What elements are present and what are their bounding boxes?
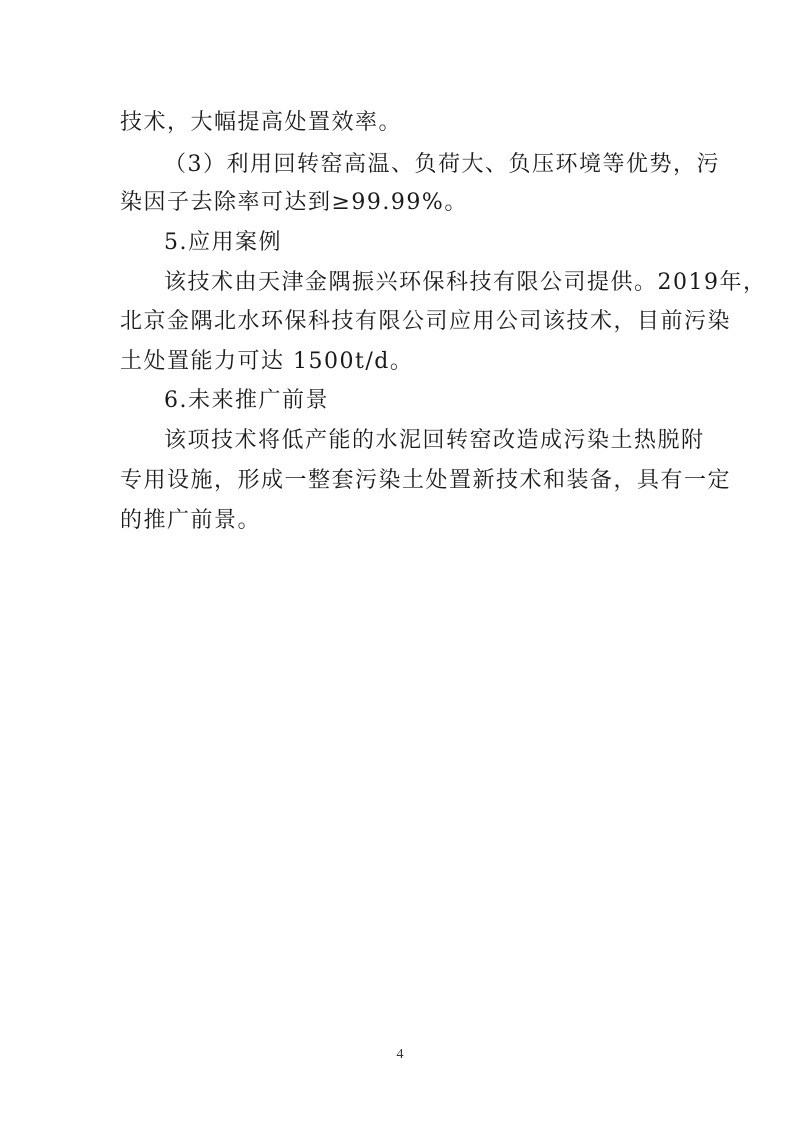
paragraph-line: 该技术由天津金隅振兴环保科技有限公司提供。2019年，: [164, 270, 767, 295]
paragraph-line: 染因子去除率可达到≥99.99%。: [120, 190, 468, 215]
paragraph-line: 技术，大幅提高处置效率。: [120, 110, 403, 135]
page-number: 4: [396, 1047, 404, 1062]
section-heading: 5.应用案例: [164, 230, 282, 255]
paragraph-line: （3）利用回转窑高温、负荷大、负压环境等优势，污: [164, 152, 720, 177]
paragraph-line: 该项技术将低产能的水泥回转窑改造成污染土热脱附: [164, 428, 705, 453]
paragraph-line: 专用设施，形成一整套污染土处置新技术和装备，具有一定: [120, 468, 732, 493]
paragraph-line: 北京金隅北水环保科技有限公司应用公司该技术，目前污染: [120, 309, 732, 334]
section-heading: 6.未来推广前景: [164, 388, 329, 413]
paragraph-line: 土处置能力可达 1500t/d。: [120, 349, 414, 374]
paragraph-line: 的推广前景。: [120, 508, 262, 533]
